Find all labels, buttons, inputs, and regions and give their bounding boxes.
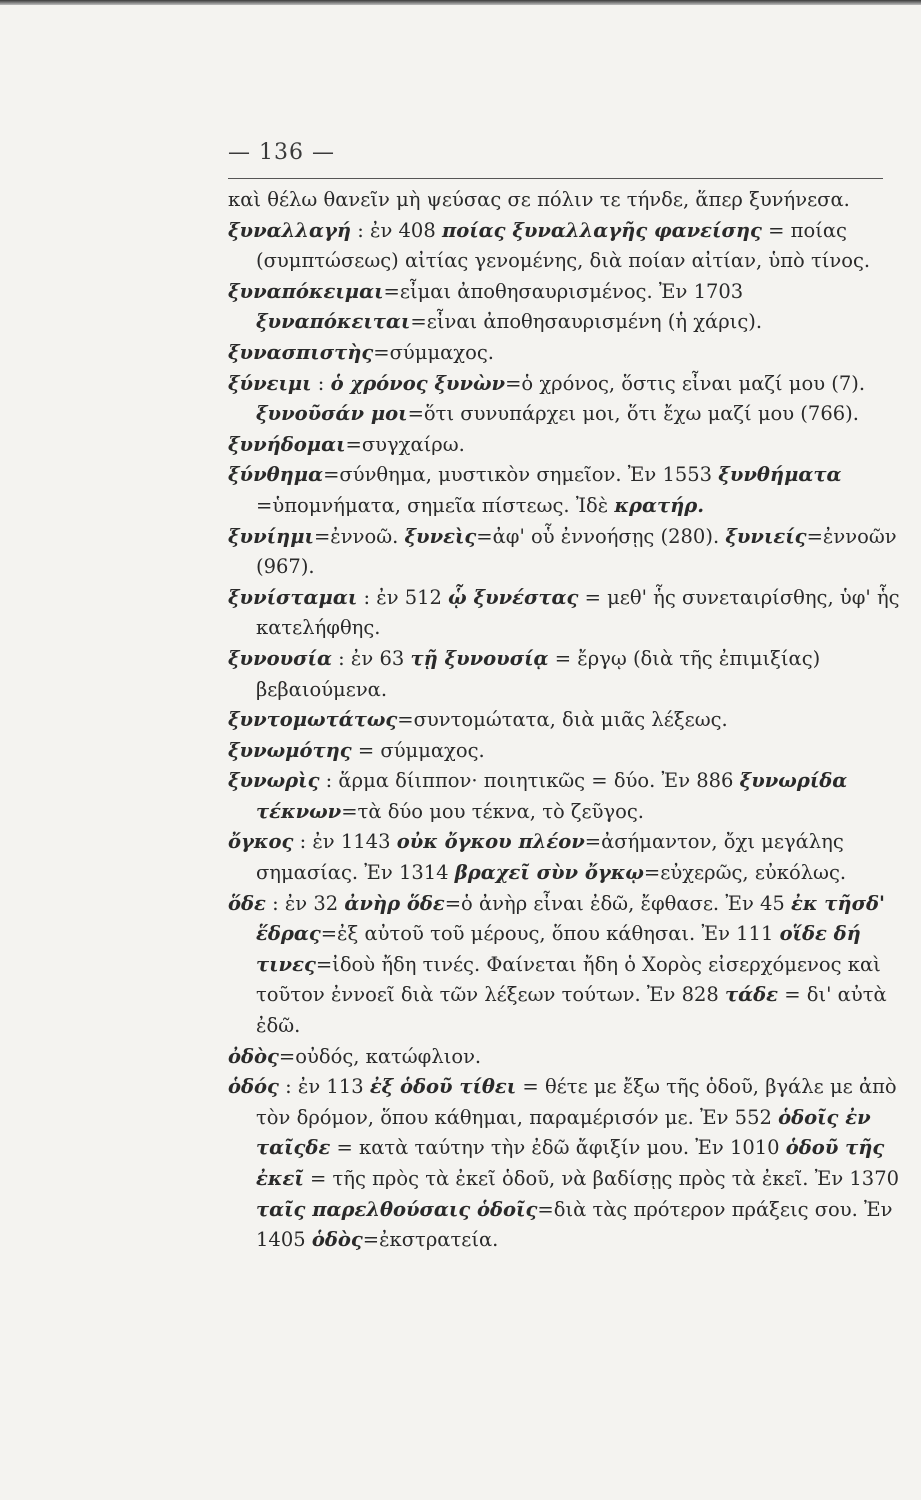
definition-text: =εἶναι ἀποθησαυρισμένη (ἡ χάρις).: [410, 310, 763, 334]
glossary-entry: [228, 889, 910, 1042]
definition-text: =ἐννοῶν (967).: [256, 524, 897, 579]
page-top-edge: [0, 0, 921, 5]
quoted-phrase: κρατήρ.: [614, 493, 705, 517]
definition-text: = θέτε με ἔξω τῆς ὁδοῦ, βγάλε με ἀπὸ τὸν δρόμον, ὅπου κάθημαι, παραμέρισόν με. Ἐν 552: [256, 1075, 897, 1129]
definition-text: : ἐν 63: [331, 646, 411, 670]
definition-text: =ὑπομνήματα, σημεῖα πίστεως. Ἰδὲ: [256, 493, 615, 517]
definition-text: =συντομώτατα, διὰ μιᾶς λέξεως.: [397, 708, 728, 732]
headword: ξυνωρὶς: [228, 769, 320, 793]
headword: ξυναπόκειμαι: [228, 279, 384, 303]
definition-text: = σύμμαχος.: [351, 738, 485, 762]
definition-text: =συγχαίρω.: [345, 432, 465, 456]
definition-text: =ἐννοῶ.: [313, 524, 405, 548]
page-number-header: — 136 —: [228, 140, 335, 165]
headword: ξυνίσταμαι: [228, 585, 358, 609]
quoted-phrase: τάδε: [725, 983, 778, 1007]
quoted-phrase: ξυνιείς: [725, 524, 807, 548]
quoted-phrase: οὐκ ὄγκου πλέον: [396, 830, 585, 854]
quoted-phrase: ᾧ ξυνέστας: [448, 585, 579, 609]
glossary-entry: [228, 1072, 910, 1256]
headword: ξυνήδομαι: [228, 432, 346, 456]
glossary-entry: [228, 736, 910, 767]
quoted-phrase: ὁδοῦ τῆς ἐκεῖ: [256, 1136, 885, 1190]
glossary-entry: [228, 705, 910, 736]
quoted-phrase: ξυναπόκειται: [256, 310, 411, 334]
definition-text: =ὁ χρόνος, ὅστις εἶναι μαζί μου (7).: [505, 371, 866, 395]
definition-text: καὶ θέλω θανεῖν μὴ ψεύσας σε πόλιν τε τήνδε, ἅπερ ξυνήνεσα.: [228, 188, 850, 211]
definition-text: = ἔργῳ (διὰ τῆς ἐπιμιξίας) βεβαιούμενα.: [256, 646, 821, 701]
headword: ὀδὸς: [228, 1044, 279, 1068]
quoted-phrase: βραχεῖ σὺν ὄγκῳ: [454, 861, 644, 885]
quoted-phrase: ταῖς παρελθούσαις ὁδοῖς: [256, 1197, 538, 1221]
glossary-entry: [228, 430, 910, 461]
headword: ξυνουσία: [228, 646, 332, 670]
headword: ξυνωμότης: [228, 738, 352, 762]
quoted-phrase: ἐκ τῆσδ' ἕδρας: [256, 891, 885, 946]
glossary-entries: [228, 185, 910, 1256]
definition-text: : ἐν 113: [278, 1075, 370, 1099]
glossary-entry: [228, 644, 910, 705]
definition-text: =οὐδός, κατώφλιον.: [278, 1044, 482, 1068]
header-rule: [228, 178, 883, 179]
definition-text: = ποίας (συμπτώσεως) αἰτίας γενομένης, διὰ ποίαν αἰτίαν, ὑπὸ τίνος.: [256, 218, 871, 273]
quoted-phrase: ξυνοῦσάν μοι: [256, 402, 408, 426]
definition-text: =διὰ τὰς πρότερον πράξεις σου. Ἐν 1405: [256, 1197, 893, 1252]
quoted-phrase: ἀνὴρ ὅδε: [344, 891, 445, 915]
definition-text: : ἐν 512: [357, 585, 449, 609]
headword: ξύνθημα: [228, 463, 324, 487]
headword: ξυνίημι: [228, 524, 314, 548]
quoted-phrase: ὁδὸς: [311, 1228, 363, 1252]
definition-text: =εὐχερῶς, εὐκόλως.: [643, 861, 847, 885]
quoted-phrase: ἐξ ὁδοῦ τίθει: [369, 1075, 517, 1099]
quoted-phrase: ξυνωρίδα τέκνων: [256, 769, 848, 823]
definition-text: : ἐν 408: [351, 218, 442, 242]
glossary-entry: [228, 338, 910, 369]
definition-text: =σύνθημα, μυστικὸν σημεῖον. Ἐν 1553: [323, 463, 719, 487]
quoted-phrase: οἵδε δή τινες: [256, 922, 861, 976]
definition-text: = δι' αὐτὰ ἐδῶ.: [256, 983, 887, 1038]
quoted-phrase: ξυνθήματα: [718, 463, 842, 487]
definition-text: :: [311, 371, 331, 395]
glossary-entry: [228, 522, 910, 583]
glossary-entry: [228, 583, 910, 644]
definition-text: =ἐξ αὐτοῦ τοῦ μέρους, ὅπου κάθησαι. Ἐν 111: [320, 922, 780, 946]
quoted-phrase: ὁ χρόνος ξυνὼν: [330, 371, 506, 395]
definition-text: = τῆς πρὸς τὰ ἐκεῖ ὁδοῦ, νὰ βαδίσῃς πρὸς τὰ ἐκεῖ. Ἐν 1370: [303, 1167, 900, 1190]
definition-text: =τὰ δύο μου τέκνα, τὸ ζεῦγος.: [341, 799, 644, 823]
headword: ὅδε: [228, 891, 266, 915]
glossary-entry: [228, 766, 910, 827]
definition-text: = κατὰ ταύτην τὴν ἐδῶ ἄφιξίν μου. Ἐν 1010: [330, 1136, 786, 1160]
quoted-phrase: ὁδοῖς ἐν ταῖςδε: [256, 1105, 871, 1160]
definition-text: =ἰδοὺ ἤδη τινές. Φαίνεται ἤδη ὁ Χορὸς εἰσερχόμενος καὶ τοῦτον ἐννοεῖ διὰ τῶν λέξεων τούτων. Ἐν 828: [256, 952, 881, 1007]
quoted-phrase: τῇ ξυνουσίᾳ: [410, 646, 549, 670]
definition-text: =ἐκστρατεία.: [362, 1228, 499, 1252]
quoted-phrase: ξυνεὶς: [404, 524, 477, 548]
definition-text: =ὁ ἀνὴρ εἶναι ἐδῶ, ἔφθασε. Ἐν 45: [444, 891, 792, 915]
definition-text: =ἀφ' οὗ ἐννοήσῃς (280).: [476, 524, 726, 548]
continuation-text: [228, 185, 910, 216]
headword: ξυντομωτάτως: [228, 708, 398, 732]
glossary-entry: [228, 369, 910, 430]
glossary-entry: [228, 216, 910, 277]
headword: ξύνειμι: [228, 371, 312, 395]
headword: ὁδός: [228, 1075, 279, 1099]
definition-text: =ὅτι συνυπάρχει μοι, ὅτι ἔχω μαζί μου (766).: [407, 402, 859, 426]
glossary-entry: [228, 277, 910, 338]
definition-text: : ἐν 32: [265, 891, 345, 915]
glossary-entry: [228, 460, 910, 521]
glossary-entry: [228, 827, 910, 888]
headword: ὄγκος: [228, 830, 294, 854]
definition-text: = μεθ' ἧς συνεταιρίσθης, ὑφ' ἧς κατελήφθης.: [256, 585, 900, 640]
glossary-entry: [228, 1042, 910, 1073]
quoted-phrase: ποίας ξυναλλαγῆς φανείσης: [441, 218, 762, 242]
definition-text: =εἶμαι ἀποθησαυρισμένος. Ἐν 1703: [383, 279, 744, 303]
headword: ξυνασπιστὴς: [228, 340, 374, 364]
headword: ξυναλλαγή: [228, 218, 352, 242]
definition-text: =ἀσήμαντον, ὄχι μεγάλης σημασίας. Ἐν 1314: [256, 830, 844, 885]
definition-text: =σύμμαχος.: [373, 340, 494, 364]
definition-text: : ἅρμα δίιππον· ποιητικῶς = δύο. Ἐν 886: [319, 769, 740, 793]
definition-text: : ἐν 1143: [293, 830, 397, 854]
